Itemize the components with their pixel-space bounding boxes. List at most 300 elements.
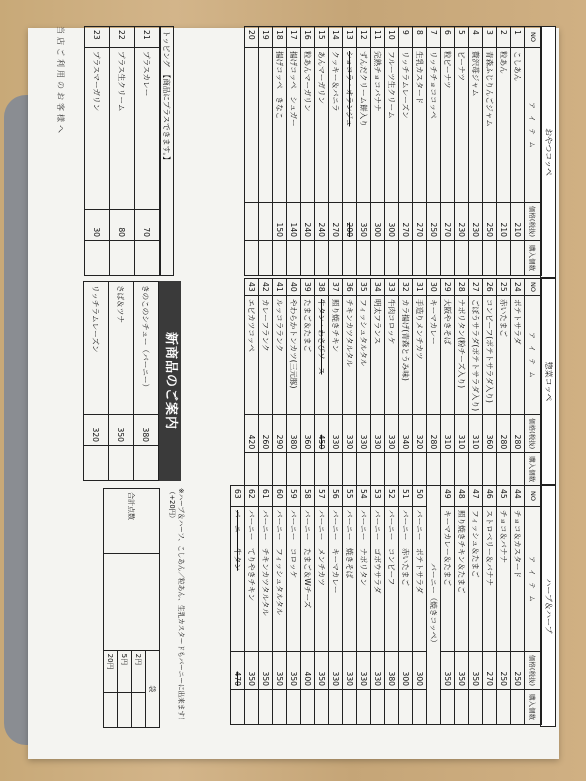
quantity-field[interactable] — [85, 241, 110, 276]
item-name: 照り焼きチキン＆たまご — [455, 507, 469, 652]
header-qty: 購入個数 — [525, 241, 542, 276]
quantity-field[interactable] — [301, 690, 315, 725]
quantity-field[interactable] — [301, 453, 315, 486]
item-price: 270 — [329, 202, 343, 240]
quantity-field[interactable] — [109, 446, 134, 481]
item-price: 250 — [511, 651, 525, 689]
item-price: 420 — [245, 415, 259, 453]
item-number: 5 — [455, 27, 469, 48]
item-name: 揚げコッペ シュガー — [287, 48, 301, 203]
item-number: 31 — [413, 279, 427, 296]
table-row — [371, 27, 385, 276]
item-number: 3 — [483, 27, 497, 48]
table-row — [329, 27, 343, 276]
quantity-field[interactable] — [371, 690, 385, 725]
quantity-field[interactable] — [385, 453, 399, 486]
item-name: こしあん — [511, 48, 525, 203]
item-number: 18 — [273, 27, 287, 48]
quantity-field[interactable] — [357, 241, 371, 276]
table-row — [245, 486, 259, 725]
quantity-field[interactable] — [511, 690, 525, 725]
quantity-field[interactable] — [427, 241, 441, 276]
item-name: リッチチョココッペ — [427, 48, 441, 203]
quantity-field[interactable] — [315, 453, 329, 486]
item-price: 350 — [273, 651, 287, 689]
table-row — [287, 486, 301, 725]
item-number: 37 — [329, 279, 343, 296]
quantity-field[interactable] — [469, 453, 483, 486]
quantity-field[interactable] — [273, 690, 287, 725]
table-row — [259, 27, 273, 276]
new-product-price: 380 — [134, 415, 159, 446]
item-name: バーニー ナポリタン — [357, 507, 371, 652]
quantity-field[interactable] — [273, 453, 287, 486]
item-price: 330 — [371, 651, 385, 689]
header-price: 価格(税抜) — [525, 415, 542, 453]
header-price: 価格(税抜) — [525, 202, 542, 240]
quantity-field[interactable] — [399, 241, 413, 276]
item-name: ごぼうサラダ(ポテトサラダ入り) — [469, 295, 483, 414]
item-price: 310 — [455, 415, 469, 453]
table-row — [399, 27, 413, 276]
total-field[interactable] — [104, 553, 160, 650]
table-row — [301, 279, 315, 486]
quantity-field[interactable] — [497, 241, 511, 276]
table-row — [385, 27, 399, 276]
table-row — [427, 27, 441, 276]
quantity-field[interactable] — [315, 241, 329, 276]
item-price: 150 — [273, 202, 287, 240]
table-row — [315, 279, 329, 486]
table-row — [413, 27, 427, 276]
item-price: 300 — [413, 651, 427, 689]
quantity-field[interactable] — [245, 241, 259, 276]
section-header-herb: ハーブ＆ハーブ — [540, 485, 556, 727]
quantity-field[interactable] — [399, 453, 413, 486]
item-price: 340 — [399, 415, 413, 453]
topping-table — [84, 26, 160, 276]
quantity-field[interactable] — [441, 241, 455, 276]
item-number: 44 — [511, 486, 525, 507]
item-price: 250 — [483, 202, 497, 240]
item-number: 40 — [287, 279, 301, 296]
item-name: ずんだクリーム餅入り — [357, 48, 371, 203]
item-price: 240 — [315, 202, 329, 240]
item-number: 26 — [483, 279, 497, 296]
quantity-field[interactable] — [357, 453, 371, 486]
item-number: 21 — [135, 27, 160, 48]
item-price: 330 — [357, 415, 371, 453]
quantity-field[interactable] — [469, 690, 483, 725]
header-qty: 購入個数 — [525, 453, 542, 486]
new-product-row — [109, 282, 134, 481]
item-price — [259, 202, 273, 240]
item-price: 350 — [259, 651, 273, 689]
item-price: 350 — [441, 651, 455, 689]
bag-quantity-field[interactable] — [118, 693, 132, 728]
item-name: バーニー コンビーフ — [385, 507, 399, 652]
item-name: あんマーガリン — [315, 48, 329, 203]
quantity-field[interactable] — [315, 690, 329, 725]
table-row — [469, 486, 483, 725]
table-row — [287, 27, 301, 276]
item-number: 50 — [413, 486, 427, 507]
item-price: 330 — [371, 415, 385, 453]
item-name: ストロベリー＆バナナ — [483, 507, 497, 652]
item-number: 63 — [231, 486, 245, 507]
item-name: 完熟チョコバナナ — [371, 48, 385, 203]
header-item: ア イ テ ム — [525, 48, 542, 203]
quantity-field[interactable] — [511, 241, 525, 276]
item-name: たまご＆たまご — [301, 295, 315, 414]
table-row — [245, 27, 259, 276]
item-price: 200 — [343, 202, 357, 240]
item-name: プラスカレー — [135, 48, 160, 210]
quantity-field[interactable] — [329, 241, 343, 276]
item-name: 明太フランス — [371, 295, 385, 414]
item-number: 45 — [497, 486, 511, 507]
quantity-field[interactable] — [497, 690, 511, 725]
item-price: 310 — [469, 415, 483, 453]
quantity-field[interactable] — [385, 690, 399, 725]
quantity-field[interactable] — [343, 241, 357, 276]
new-product-price: 320 — [84, 415, 109, 446]
item-price: 210 — [511, 202, 525, 240]
quantity-field[interactable] — [455, 690, 469, 725]
item-name: 贅沢苺ジャム — [469, 48, 483, 203]
vanini-label-row — [427, 486, 441, 725]
item-number: 36 — [343, 279, 357, 296]
table-row — [329, 279, 343, 486]
quantity-field[interactable] — [343, 690, 357, 725]
section-header-sozai: 惣菜コッペ — [540, 278, 556, 485]
quantity-field[interactable] — [497, 453, 511, 486]
item-number: 16 — [301, 27, 315, 48]
total-label: 合計点数 — [104, 489, 160, 554]
vanini-label: バーニー（焼きコッペ） — [427, 486, 441, 725]
item-price: 260 — [259, 415, 273, 453]
item-number: 46 — [483, 486, 497, 507]
item-number: 56 — [329, 486, 343, 507]
table-row — [511, 279, 525, 486]
item-price: 310 — [441, 415, 455, 453]
item-name: バーニー キーマカレー — [329, 507, 343, 652]
table-row — [315, 486, 329, 725]
item-price: 230 — [469, 202, 483, 240]
item-number: 27 — [469, 279, 483, 296]
item-name: チョコ＆バナナ — [497, 507, 511, 652]
quantity-field[interactable] — [259, 453, 273, 486]
item-price: 350 — [469, 651, 483, 689]
item-name: 牛肉コロッケ — [385, 295, 399, 414]
new-product-row — [84, 282, 109, 481]
quantity-field[interactable] — [287, 241, 301, 276]
new-product-name: さば＆ツナ — [109, 282, 134, 415]
item-name: バーニー ゴボウサラダ — [371, 507, 385, 652]
table-row — [413, 486, 427, 725]
table-row — [385, 486, 399, 725]
quantity-field[interactable] — [455, 241, 469, 276]
table-row — [413, 279, 427, 486]
quantity-field[interactable] — [441, 690, 455, 725]
table-row — [469, 279, 483, 486]
item-price: 270 — [483, 651, 497, 689]
item-number: 59 — [287, 486, 301, 507]
item-number: 8 — [413, 27, 427, 48]
item-price: 350 — [245, 651, 259, 689]
item-name: 粒ピーナツ — [441, 48, 455, 203]
quantity-field[interactable] — [84, 446, 109, 481]
quantity-field[interactable] — [413, 690, 427, 725]
item-name: リッチラムレーズン — [399, 48, 413, 203]
item-number: 53 — [371, 486, 385, 507]
table-row — [343, 486, 357, 725]
table-row — [497, 486, 511, 725]
table-row — [371, 279, 385, 486]
item-number: 34 — [371, 279, 385, 296]
quantity-field[interactable] — [455, 453, 469, 486]
table-row — [455, 279, 469, 486]
table-row — [135, 27, 160, 276]
table-row — [469, 27, 483, 276]
item-number: 19 — [259, 27, 273, 48]
quantity-field[interactable] — [259, 241, 273, 276]
item-price: 270 — [413, 202, 427, 240]
quantity-field[interactable] — [245, 453, 259, 486]
item-name: バーニー 焼きそば — [343, 507, 357, 652]
quantity-field[interactable] — [483, 241, 497, 276]
quantity-field[interactable] — [399, 690, 413, 725]
table-row — [511, 486, 525, 725]
item-number: 57 — [315, 486, 329, 507]
item-number: 24 — [511, 279, 525, 296]
item-price: 80 — [110, 210, 135, 241]
item-price: 270 — [441, 202, 455, 240]
item-price: 70 — [135, 210, 160, 241]
table-row — [301, 486, 315, 725]
header-no: NO — [525, 27, 542, 48]
item-name: 大阪やきそば — [441, 295, 455, 414]
table-row — [259, 279, 273, 486]
item-name: ポテトサラダ — [511, 295, 525, 414]
item-price: 280 — [497, 415, 511, 453]
item-price: 350 — [315, 651, 329, 689]
table-row — [483, 27, 497, 276]
item-price: 240 — [301, 202, 315, 240]
item-number: 32 — [399, 279, 413, 296]
header-no: NO — [525, 279, 542, 296]
herb-table — [230, 485, 542, 725]
item-name: 手造りメンチカツ — [413, 295, 427, 414]
header-item: ア イ テ ム — [525, 295, 542, 414]
item-number: 55 — [343, 486, 357, 507]
item-price: 300 — [371, 202, 385, 240]
order-sheet-content — [51, 26, 556, 736]
quantity-field[interactable] — [357, 690, 371, 725]
quantity-field[interactable] — [511, 453, 525, 486]
section-header-okoppe: おやつコッペ — [540, 26, 556, 278]
bottom-text: 当店ご利用のお客様へ — [56, 26, 65, 136]
item-price: 450 — [315, 415, 329, 453]
table-row — [399, 279, 413, 486]
item-number: 2 — [497, 27, 511, 48]
item-name: 揚げコッペ きなこ — [273, 48, 287, 203]
item-number: 35 — [357, 279, 371, 296]
bag-label: 袋 — [146, 650, 160, 727]
okoppe-table — [244, 26, 542, 276]
quantity-field[interactable] — [134, 446, 159, 481]
table-row — [287, 279, 301, 486]
item-name: 牛タン・わさびソース — [315, 295, 329, 414]
item-number: 51 — [399, 486, 413, 507]
table-row — [497, 27, 511, 276]
item-price: 300 — [385, 202, 399, 240]
item-price: 330 — [329, 651, 343, 689]
item-number: 15 — [315, 27, 329, 48]
quantity-field[interactable] — [287, 690, 301, 725]
quantity-field[interactable] — [483, 453, 497, 486]
quantity-field[interactable] — [371, 241, 385, 276]
quantity-field[interactable] — [110, 241, 135, 276]
item-name: ショコラ・オランジュ — [343, 48, 357, 203]
item-price: 320 — [413, 415, 427, 453]
item-number: 28 — [455, 279, 469, 296]
table-row — [357, 279, 371, 486]
bag-quantity-field[interactable] — [104, 693, 118, 728]
item-number: 29 — [441, 279, 455, 296]
table-header-row — [525, 27, 542, 276]
item-number: 13 — [343, 27, 357, 48]
item-number: 38 — [315, 279, 329, 296]
item-price: 250 — [427, 202, 441, 240]
quantity-field[interactable] — [273, 241, 287, 276]
quantity-field[interactable] — [413, 241, 427, 276]
item-number: 58 — [301, 486, 315, 507]
item-number: 4 — [469, 27, 483, 48]
item-number: 41 — [273, 279, 287, 296]
new-product-price: 350 — [109, 415, 134, 446]
quantity-field[interactable] — [259, 690, 273, 725]
quantity-field[interactable] — [469, 241, 483, 276]
quantity-field[interactable] — [135, 241, 160, 276]
item-number: 52 — [385, 486, 399, 507]
item-name: バーニー てりやきチキン — [245, 507, 259, 652]
item-name: フィッシュタルタル — [357, 295, 371, 414]
item-number: 42 — [259, 279, 273, 296]
item-name: バーニー 牛タン — [231, 507, 245, 652]
item-number: 17 — [287, 27, 301, 48]
item-number: 14 — [329, 27, 343, 48]
table-row — [245, 279, 259, 486]
item-number: 49 — [441, 486, 455, 507]
quantity-field[interactable] — [483, 690, 497, 725]
table-row — [329, 486, 343, 725]
new-product-name: きのこのシチュー（バーニー） — [134, 282, 159, 415]
item-name — [259, 48, 273, 203]
item-price — [245, 202, 259, 240]
item-price: 400 — [301, 651, 315, 689]
item-name: 粒あんマーガリン — [301, 48, 315, 203]
item-number: 39 — [301, 279, 315, 296]
table-row — [441, 279, 455, 486]
table-row — [315, 27, 329, 276]
item-name: 青森ふじりんごジャム — [483, 48, 497, 203]
quantity-field[interactable] — [385, 241, 399, 276]
item-name: 生乳カスタード — [413, 48, 427, 203]
sozai-table — [244, 278, 542, 486]
item-number: 23 — [85, 27, 110, 48]
item-name: チョコ＆カスタード — [511, 507, 525, 652]
table-row — [85, 27, 110, 276]
item-number: 47 — [469, 486, 483, 507]
item-price: 270 — [399, 202, 413, 240]
totals-table — [103, 488, 160, 728]
table-row — [357, 486, 371, 725]
item-name: キーマカレー＆たまご — [441, 507, 455, 652]
item-name: 照り焼きチキン — [329, 295, 343, 414]
table-header-row — [525, 279, 542, 486]
quantity-field[interactable] — [287, 453, 301, 486]
item-number: 62 — [245, 486, 259, 507]
table-row — [483, 486, 497, 725]
quantity-field[interactable] — [329, 690, 343, 725]
item-name: フルーツ生クリーム — [385, 48, 399, 203]
item-number: 9 — [399, 27, 413, 48]
quantity-field[interactable] — [231, 690, 245, 725]
item-number: 43 — [245, 279, 259, 296]
table-row — [427, 279, 441, 486]
quantity-field[interactable] — [343, 453, 357, 486]
item-name: チキンカツタルタル — [343, 295, 357, 414]
quantity-field[interactable] — [427, 453, 441, 486]
bag-quantity-field[interactable] — [132, 693, 146, 728]
table-row — [259, 486, 273, 725]
table-row — [343, 27, 357, 276]
quantity-field[interactable] — [441, 453, 455, 486]
item-name: クッキー＆バニラ — [329, 48, 343, 203]
item-number: 54 — [357, 486, 371, 507]
quantity-field[interactable] — [245, 690, 259, 725]
item-price: 380 — [287, 415, 301, 453]
item-number: 60 — [273, 486, 287, 507]
table-row — [511, 27, 525, 276]
quantity-field[interactable] — [371, 453, 385, 486]
table-row — [455, 486, 469, 725]
quantity-field[interactable] — [301, 241, 315, 276]
item-number: 25 — [497, 279, 511, 296]
item-price: 330 — [385, 415, 399, 453]
item-number: 11 — [371, 27, 385, 48]
table-row — [301, 27, 315, 276]
item-number: 30 — [427, 279, 441, 296]
item-name: エビカツコッペ — [245, 295, 259, 414]
header-no: NO — [525, 486, 542, 507]
item-name: 赤いたまご — [497, 295, 511, 414]
item-price: 350 — [455, 651, 469, 689]
quantity-field[interactable] — [413, 453, 427, 486]
item-name: コンビーフ(ポテトサラダ入り) — [483, 295, 497, 414]
item-price: 470 — [231, 651, 245, 689]
table-header-row — [525, 486, 542, 725]
item-name: ピーナツ — [455, 48, 469, 203]
item-number: 1 — [511, 27, 525, 48]
new-products-table — [83, 281, 159, 481]
item-price: 30 — [85, 210, 110, 241]
bag-price: 20円 — [104, 650, 118, 692]
item-name: カレーフランク — [259, 295, 273, 414]
quantity-field[interactable] — [329, 453, 343, 486]
item-price: 210 — [497, 202, 511, 240]
